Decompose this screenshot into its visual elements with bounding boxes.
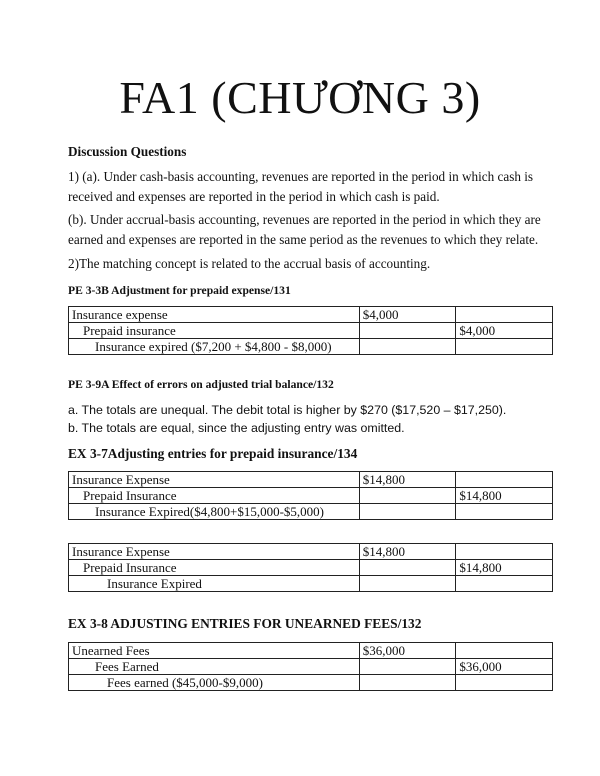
table-row xyxy=(69,576,553,592)
credit-cell xyxy=(456,307,553,323)
debit-cell xyxy=(359,560,456,576)
discussion-p1-line2: received and expenses are reported in the period in which cash is paid. xyxy=(68,189,440,204)
table-row xyxy=(69,472,553,488)
discussion-p2-line2: earned and expenses are reported in the same period as the revenues to which they relate. xyxy=(68,232,539,247)
table-row xyxy=(69,339,553,355)
credit-cell: $14,800 xyxy=(456,488,553,504)
account-cell: Insurance Expense xyxy=(69,544,360,560)
page-title: FA1 (CHƯƠNG 3) xyxy=(119,72,481,123)
credit-cell: $36,000 xyxy=(456,659,553,675)
debit-cell xyxy=(359,339,456,355)
debit-cell: $36,000 xyxy=(359,643,456,659)
table-row xyxy=(69,560,553,576)
debit-cell xyxy=(359,504,456,520)
account-cell: Insurance expense xyxy=(69,307,360,323)
credit-cell xyxy=(456,643,553,659)
pe39a-line-a: a. The totals are unequal. The debit total is higher by $270 ($17,520 – $17,250). xyxy=(68,403,507,417)
account-cell: Insurance Expense xyxy=(69,472,360,488)
credit-cell: $14,800 xyxy=(456,560,553,576)
pe33b-heading: PE 3-3B Adjustment for prepaid expense/131 xyxy=(68,284,291,297)
discussion-p2-line1: (b). Under accrual-basis accounting, revenues are reported in the period in which they are xyxy=(68,212,541,227)
ex37-journal-table-2 xyxy=(68,543,553,592)
account-cell: Unearned Fees xyxy=(69,643,360,659)
debit-cell xyxy=(359,323,456,339)
ex38-heading: EX 3-8 ADJUSTING ENTRIES FOR UNEARNED FEES/132 xyxy=(68,616,422,631)
pe39a-answers xyxy=(68,401,506,437)
table-row xyxy=(69,307,553,323)
pe39a-line-b: b. The totals are equal, since the adjusting entry was omitted. xyxy=(68,421,405,435)
credit-cell xyxy=(456,675,553,691)
debit-cell: $14,800 xyxy=(359,472,456,488)
discussion-paragraph-2 xyxy=(68,210,541,250)
discussion-paragraph-3: 2)The matching concept is related to the accrual basis of accounting. xyxy=(68,256,431,271)
account-cell: Insurance Expired($4,800+$15,000-$5,000) xyxy=(69,504,360,520)
pe39a-heading: PE 3-9A Effect of errors on adjusted trial balance/132 xyxy=(68,378,334,391)
table-row xyxy=(69,504,553,520)
debit-cell xyxy=(359,576,456,592)
ex38-journal-table xyxy=(68,642,553,691)
ex37-journal-table-1 xyxy=(68,471,553,520)
table-row xyxy=(69,488,553,504)
ex37-heading: EX 3-7Adjusting entries for prepaid insurance/134 xyxy=(68,446,358,461)
credit-cell xyxy=(456,472,553,488)
table-row xyxy=(69,544,553,560)
account-cell: Insurance Expired xyxy=(69,576,360,592)
credit-cell xyxy=(456,576,553,592)
credit-cell xyxy=(456,339,553,355)
discussion-heading: Discussion Questions xyxy=(68,144,187,159)
debit-cell: $4,000 xyxy=(359,307,456,323)
credit-cell: $4,000 xyxy=(456,323,553,339)
credit-cell xyxy=(456,504,553,520)
discussion-paragraph-1 xyxy=(68,167,533,207)
table-row xyxy=(69,323,553,339)
debit-cell xyxy=(359,488,456,504)
pe33b-journal-table xyxy=(68,306,553,355)
credit-cell xyxy=(456,544,553,560)
account-cell: Prepaid insurance xyxy=(69,323,360,339)
account-cell: Prepaid Insurance xyxy=(69,560,360,576)
table-row xyxy=(69,643,553,659)
debit-cell: $14,800 xyxy=(359,544,456,560)
debit-cell xyxy=(359,675,456,691)
account-cell: Prepaid Insurance xyxy=(69,488,360,504)
discussion-p1-line1: 1) (a). Under cash-basis accounting, revenues are reported in the period in which cash is xyxy=(68,169,534,184)
account-cell: Insurance expired ($7,200 + $4,800 - $8,000) xyxy=(69,339,360,355)
table-row xyxy=(69,675,553,691)
table-row xyxy=(69,659,553,675)
account-cell: Fees Earned xyxy=(69,659,360,675)
debit-cell xyxy=(359,659,456,675)
account-cell: Fees earned ($45,000-$9,000) xyxy=(69,675,360,691)
